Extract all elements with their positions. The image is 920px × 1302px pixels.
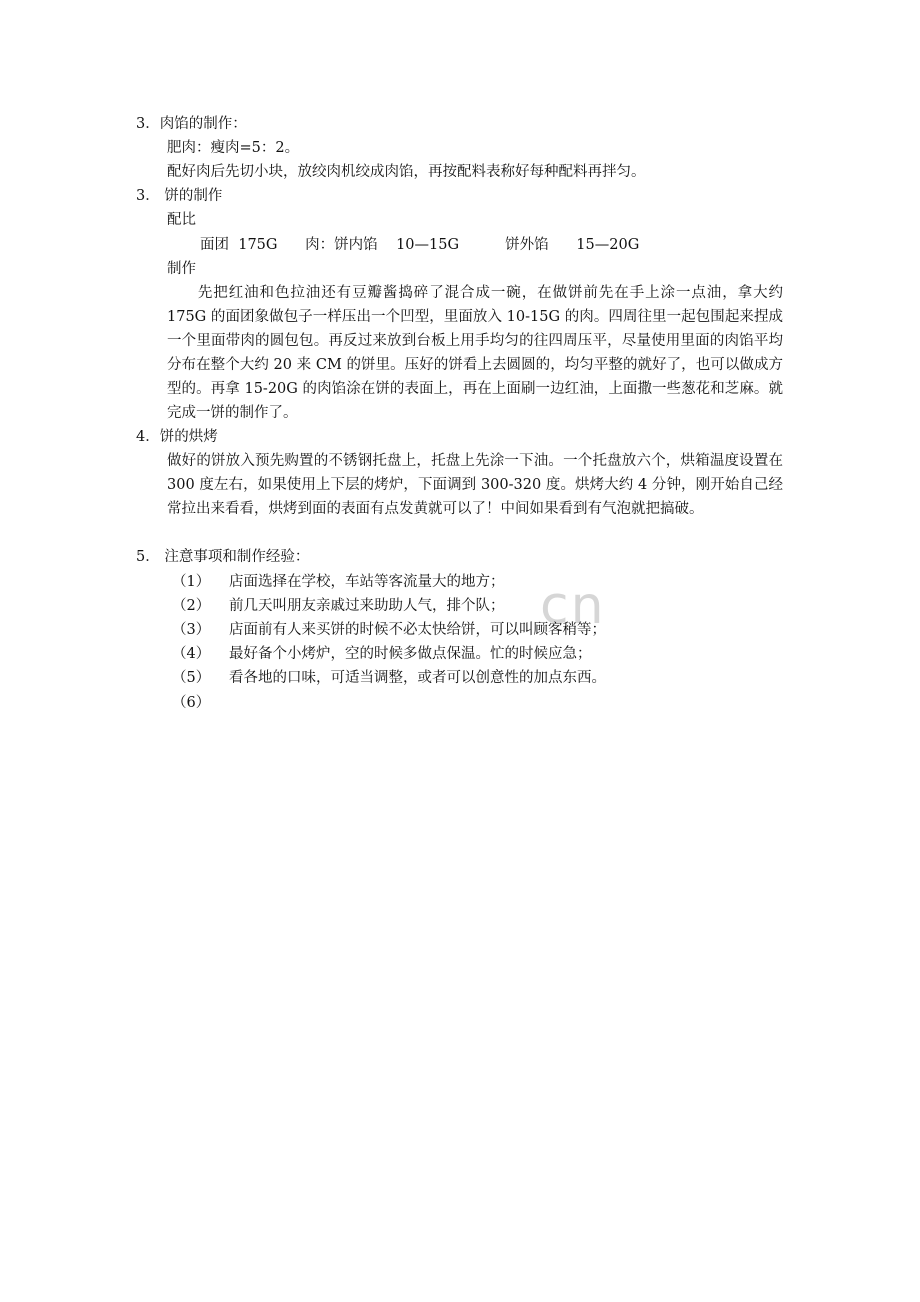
subheading-method: 制作 xyxy=(167,261,196,277)
list-item-number: （5） xyxy=(172,670,211,686)
list-item-number: （2） xyxy=(172,598,211,614)
meat-filling-text: 配好肉后先切小块，放绞肉机绞成肉馅，再按配料表称好每种配料再拌匀。 xyxy=(167,164,646,180)
ratio-line: 面团 175G 肉：饼内馅 10—15G 饼外馅 15—20G xyxy=(200,237,640,253)
method-paragraph: 先把红油和色拉油还有豆瓣酱捣碎了混合成一碗，在做饼前先在手上涂一点油，拿大约 175G 的面团象做包子一样压出一个凹型，里面放入 10-15G 的肉。四周往里一起包围起来捏成一个里面带肉的圆包包。再反过来放到台板上用手均匀的往四周压平，尽量使用里面的肉馅平均分布在整个大约 20 来 CM 的饼里。压好的饼看上去圆圆的，均匀平整的就好了，也可以做成方型的。再拿 15-20G 的肉馅涂在饼的表面上，再在上面刷一边红油，上面撒一些葱花和芝麻。就完成一饼的制作了。 xyxy=(167,285,783,421)
section-heading-notes: 5． 注意事项和制作经验： xyxy=(136,549,310,565)
list-item-number: （4） xyxy=(172,646,211,662)
list-item-text: 店面前有人来买饼的时候不必太快给饼，可以叫顾客稍等； xyxy=(229,622,606,638)
list-item-number: （6） xyxy=(172,695,211,711)
list-item-text: 看各地的口味，可适当调整，或者可以创意性的加点东西。 xyxy=(229,670,606,686)
subheading-ratio: 配比 xyxy=(167,212,196,228)
list-item-number: （1） xyxy=(172,574,211,590)
list-item-number: （3） xyxy=(172,622,211,638)
baking-paragraph: 做好的饼放入预先购置的不锈钢托盘上，托盘上先涂一下油。一个托盘放六个，烘箱温度设置在 300 度左右，如果使用上下层的烤炉，下面调到 300-320 度。烘烤大约 4 分钟，刚开始自己经常拉出来看看，烘烤到面的表面有点发黄就可以了！中间如果看到有气泡就把搞破。 xyxy=(167,453,783,517)
section-heading-pancake-making: 3． 饼的制作 xyxy=(136,188,223,204)
fat-lean-ratio: 肥肉：瘦肉=5：2。 xyxy=(167,140,300,156)
list-item-text: 前几天叫朋友亲戚过来助助人气，排个队； xyxy=(229,598,505,614)
watermark: cn xyxy=(540,576,606,636)
section-heading-meat-filling: 3．肉馅的制作： xyxy=(136,116,247,132)
list-item-text: 店面选择在学校，车站等客流量大的地方； xyxy=(229,574,505,590)
section-heading-baking: 4．饼的烘烤 xyxy=(136,429,218,445)
list-item-text: 最好备个小烤炉，空的时候多做点保温。忙的时候应急； xyxy=(229,646,592,662)
